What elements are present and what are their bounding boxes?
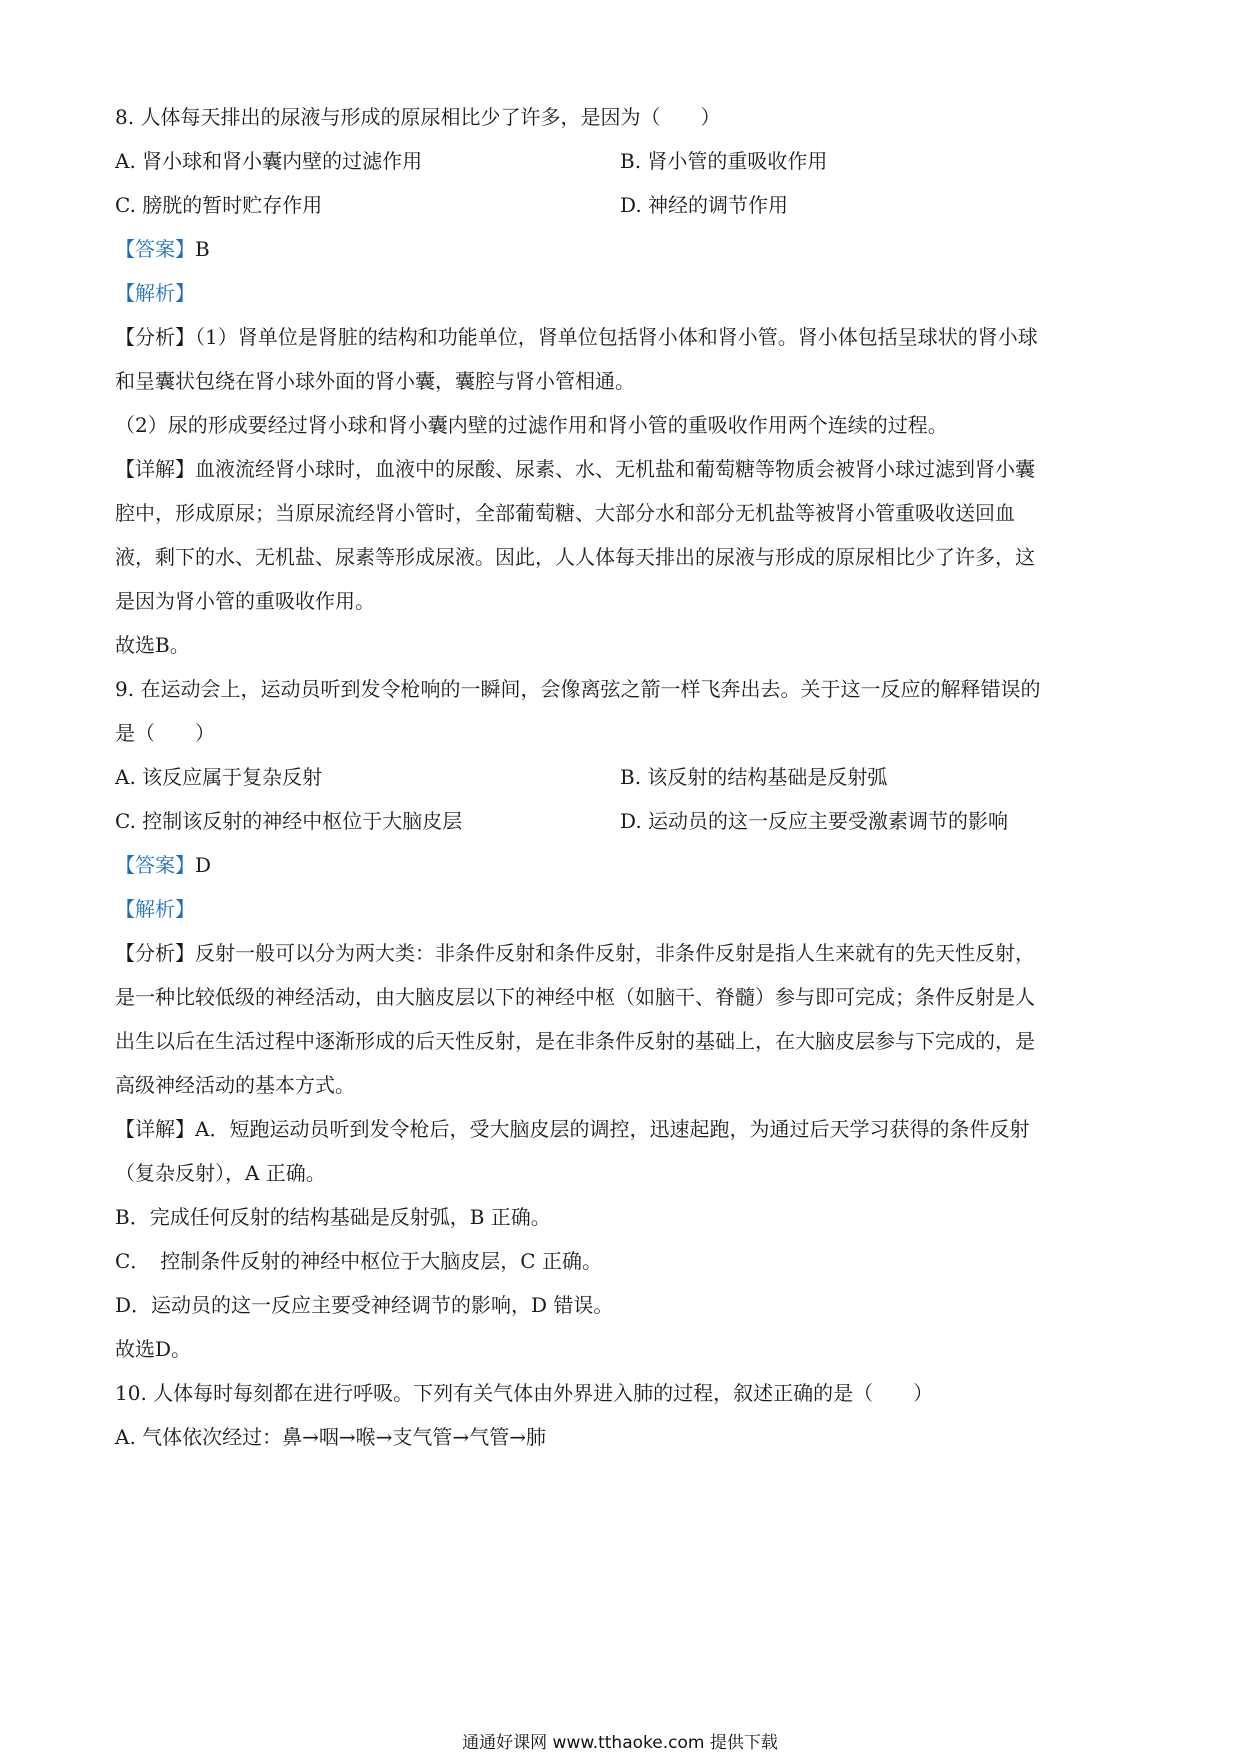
fenxi-tag: 【分析】 xyxy=(115,941,195,965)
xiangjie-text: A．短跑运动员听到发令枪后，受大脑皮层的调控，迅速起跑，为通过后天学习获得的条件反射 xyxy=(195,1117,1030,1141)
answer-tag: 【答案】 xyxy=(115,237,195,261)
q8-analysis-tag: 【解析】 xyxy=(115,281,195,305)
q9-xiangjie-line-1 xyxy=(115,1115,1135,1143)
q9-xiangjie-line-2: （复杂反射），A 正确。 xyxy=(115,1161,326,1185)
q8-option-c: C. 膀胱的暂时贮存作用 xyxy=(115,193,323,217)
q8-xiangjie-line-1 xyxy=(115,455,1135,483)
q9-answer xyxy=(115,851,1135,879)
fenxi-tag: 【分析】 xyxy=(115,325,195,349)
q8-option-a: A. 肾小球和肾小囊内壁的过滤作用 xyxy=(115,149,423,173)
q9-fenxi-line-1 xyxy=(115,939,1135,967)
q8-fenxi-line-1 xyxy=(115,323,1135,351)
q8-fenxi-line-3: （2）尿的形成要经过肾小球和肾小囊内壁的过滤作用和肾小管的重吸收作用两个连续的过程。 xyxy=(115,413,948,437)
fenxi-text: 反射一般可以分为两大类：非条件反射和条件反射，非条件反射是指人生来就有的先天性反射， xyxy=(195,941,1035,965)
q8-stem: 8. 人体每天排出的尿液与形成的原尿相比少了许多，是因为（ ） xyxy=(115,105,721,129)
q8-option-d: D. 神经的调节作用 xyxy=(620,193,789,217)
q8-answer xyxy=(115,235,1135,263)
q10-stem: 10. 人体每时每刻都在进行呼吸。下列有关气体由外界进入肺的过程，叙述正确的是（ ） xyxy=(115,1381,934,1405)
q9-stem-line-2: 是（ ） xyxy=(115,721,215,745)
q9-option-d: D. 运动员的这一反应主要受激素调节的影响 xyxy=(620,809,1009,833)
q8-option-b: B. 肾小管的重吸收作用 xyxy=(620,149,828,173)
q9-fenxi-line-3: 出生以后在生活过程中逐渐形成的后天性反射，是在非条件反射的基础上，在大脑皮层参与下完成的，是 xyxy=(115,1029,1035,1053)
xiangjie-text: 血液流经肾小球时，血液中的尿酸、尿素、水、无机盐和葡萄糖等物质会被肾小球过滤到肾小囊 xyxy=(195,457,1035,481)
answer-tag: 【答案】 xyxy=(115,853,195,877)
q8-xiangjie-line-2: 腔中，形成原尿；当原尿流经肾小管时，全部葡萄糖、大部分水和部分无机盐等被肾小管重吸收送回血 xyxy=(115,501,1015,525)
xiangjie-tag: 【详解】 xyxy=(115,1117,195,1141)
q9-fenxi-line-4: 高级神经活动的基本方式。 xyxy=(115,1073,355,1097)
q9-option-b: B. 该反射的结构基础是反射弧 xyxy=(620,765,888,789)
q9-xiangjie-line-3: B．完成任何反射的结构基础是反射弧，B 正确。 xyxy=(115,1205,551,1229)
q10-option-a: A. 气体依次经过：鼻→咽→喉→支气管→气管→肺 xyxy=(115,1425,546,1449)
fenxi-text: （1）肾单位是肾脏的结构和功能单位，肾单位包括肾小体和肾小管。肾小体包括呈球状的肾小球 xyxy=(195,325,1038,349)
q9-xiangjie-line-4: C． 控制条件反射的神经中枢位于大脑皮层，C 正确。 xyxy=(115,1249,602,1273)
q9-stem-line-1: 9. 在运动会上，运动员听到发令枪响的一瞬间，会像离弦之箭一样飞奔出去。关于这一反应的解释错误的 xyxy=(115,677,1041,701)
q8-xiangjie-line-4: 是因为肾小管的重吸收作用。 xyxy=(115,589,375,613)
q9-option-a: A. 该反应属于复杂反射 xyxy=(115,765,323,789)
q9-fenxi-line-2: 是一种比较低级的神经活动，由大脑皮层以下的神经中枢（如脑干、脊髓）参与即可完成；条件反射是人 xyxy=(115,985,1035,1009)
page-footer: 通通好课网 www.tthaoke.com 提供下载 xyxy=(462,1733,778,1753)
q9-conclusion: 故选D。 xyxy=(115,1337,192,1361)
answer-value: B xyxy=(195,237,210,261)
q9-xiangjie-line-5: D．运动员的这一反应主要受神经调节的影响，D 错误。 xyxy=(115,1293,614,1317)
xiangjie-tag: 【详解】 xyxy=(115,457,195,481)
q8-fenxi-line-2: 和呈囊状包绕在肾小球外面的肾小囊，囊腔与肾小管相通。 xyxy=(115,369,635,393)
q8-conclusion: 故选B。 xyxy=(115,633,190,657)
q9-option-c: C. 控制该反射的神经中枢位于大脑皮层 xyxy=(115,809,463,833)
q8-xiangjie-line-3: 液，剩下的水、无机盐、尿素等形成尿液。因此，人人体每天排出的尿液与形成的原尿相比少了许多，这 xyxy=(115,545,1035,569)
answer-value: D xyxy=(195,853,212,877)
q9-analysis-tag: 【解析】 xyxy=(115,897,195,921)
